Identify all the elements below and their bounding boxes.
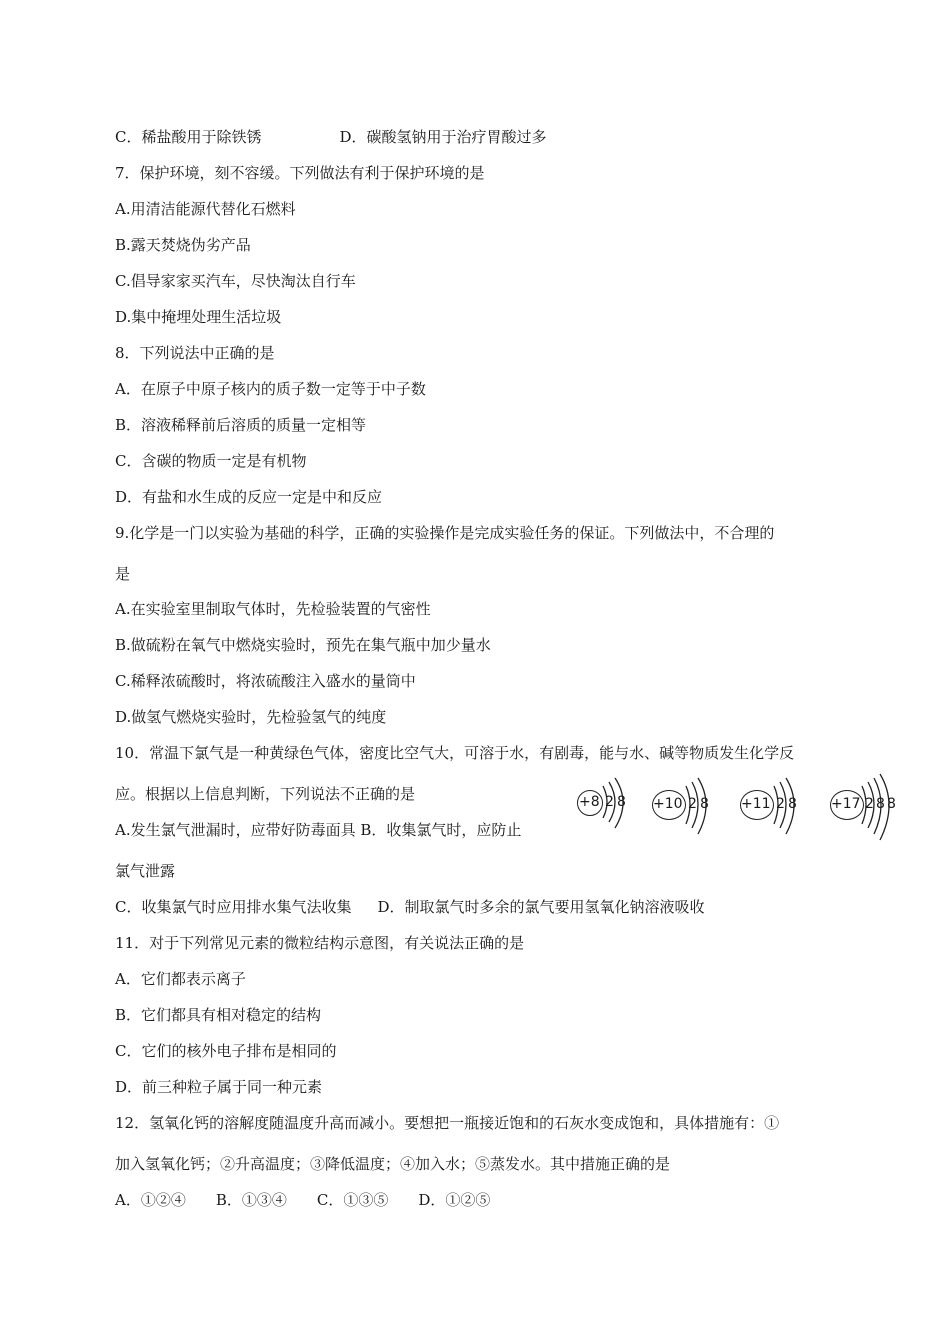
- q11-stem: 11．对于下列常见元素的微粒结构示意图，有关说法正确的是: [115, 934, 525, 952]
- q8-option-d: D．有盐和水生成的反应一定是中和反应: [115, 488, 383, 506]
- q10-options-cd: [115, 897, 705, 917]
- q8-option-c: C．含碳的物质一定是有机物: [115, 452, 307, 470]
- electron-shell-arcs: [738, 780, 808, 840]
- electron-shell-arcs: [828, 778, 908, 842]
- q7-option-a: A.用清洁能源代替化石燃料: [115, 200, 296, 218]
- q9-stem-cont: 是: [115, 565, 131, 583]
- shell-electrons: 2: [865, 796, 874, 812]
- nucleus-charge: +11: [741, 796, 771, 812]
- nucleus-charge: +17: [831, 796, 861, 812]
- q9-option-a: A.在实验室里制取气体时，先检验装置的气密性: [115, 600, 431, 618]
- q7-stem: 7．保护环境，刻不容缓。下列做法有利于保护环境的是: [115, 164, 485, 182]
- q8-option-b: B．溶液稀释前后溶质的质量一定相等: [115, 416, 367, 434]
- q12-stem: 12．氢氧化钙的溶解度随温度升高而减小。要想把一瓶接近饱和的石灰水变成饱和，具体措施有：①: [115, 1114, 780, 1132]
- q6-option-c: C．稀盐酸用于除铁锈: [115, 128, 262, 146]
- q11-option-b: B．它们都具有相对稳定的结构: [115, 1006, 322, 1024]
- q7-option-c: C.倡导家家买汽车，尽快淘汰自行车: [115, 272, 356, 290]
- shell-electrons: 8: [876, 796, 885, 812]
- q11-option-a: A．它们都表示离子: [115, 970, 246, 988]
- structure-neon-atom: [650, 780, 720, 840]
- shell-electrons: 8: [887, 796, 896, 812]
- shell-electrons: 2: [605, 794, 614, 810]
- q10-option-d: D．制取氯气时多余的氯气要用氢氧化钠溶液吸收: [377, 898, 705, 916]
- q10-stem: 10．常温下氯气是一种黄绿色气体，密度比空气大，可溶于水，有剧毒，能与水、碱等物质发生化学反: [115, 744, 795, 762]
- q12-option-a: A．①②④: [115, 1191, 186, 1209]
- shell-electrons: 2: [776, 796, 785, 812]
- shell-electrons: 8: [617, 794, 626, 810]
- structure-oxygen-ion: [575, 778, 635, 834]
- q8-option-a: A．在原子中原子核内的质子数一定等于中子数: [115, 380, 426, 398]
- q10-option-c: C．收集氯气时应用排水集气法收集: [115, 898, 352, 916]
- nucleus-charge: +10: [653, 796, 683, 812]
- q7-option-d: D.集中掩埋处理生活垃圾: [115, 308, 282, 326]
- q12-option-c: C．①③⑤: [316, 1191, 389, 1209]
- electron-shell-arcs: [575, 778, 635, 834]
- q12-options: [115, 1190, 490, 1210]
- q12-stem-cont: 加入氢氧化钙；②升高温度；③降低温度；④加入水；⑤蒸发水。其中措施正确的是: [115, 1155, 671, 1173]
- q10-options-ab: A.发生氯气泄漏时，应带好防毒面具 B．收集氯气时，应防止: [115, 821, 522, 839]
- shell-electrons: 8: [788, 796, 797, 812]
- q6-option-d: D．碳酸氢钠用于治疗胃酸过多: [339, 128, 547, 146]
- q10-stem-cont: 应。根据以上信息判断，下列说法不正确的是: [115, 785, 416, 803]
- q10-option-b-cont: 氯气泄露: [115, 862, 176, 880]
- q9-option-c: C.稀释浓硫酸时，将浓硫酸注入盛水的量筒中: [115, 672, 416, 690]
- structure-chloride-ion: [828, 778, 908, 842]
- q11-option-d: D．前三种粒子属于同一种元素: [115, 1078, 323, 1096]
- q8-stem: 8．下列说法中正确的是: [115, 344, 275, 362]
- q7-option-b: B.露天焚烧伪劣产品: [115, 236, 251, 254]
- nucleus-charge: +8: [579, 794, 600, 810]
- q9-option-b: B.做硫粉在氧气中燃烧实验时，预先在集气瓶中加少量水: [115, 636, 491, 654]
- q11-option-c: C．它们的核外电子排布是相同的: [115, 1042, 337, 1060]
- shell-electrons: 8: [700, 796, 709, 812]
- q9-stem: 9.化学是一门以实验为基础的科学，正确的实验操作是完成实验任务的保证。下列做法中，不合理的: [115, 524, 775, 542]
- shell-electrons: 2: [688, 796, 697, 812]
- q12-option-b: B．①③④: [215, 1191, 287, 1209]
- q6-options: [115, 127, 547, 147]
- structure-sodium-ion: [738, 780, 808, 840]
- electron-shell-arcs: [650, 780, 720, 840]
- q9-option-d: D.做氢气燃烧实验时，先检验氢气的纯度: [115, 708, 387, 726]
- q12-option-d: D．①②⑤: [418, 1191, 491, 1209]
